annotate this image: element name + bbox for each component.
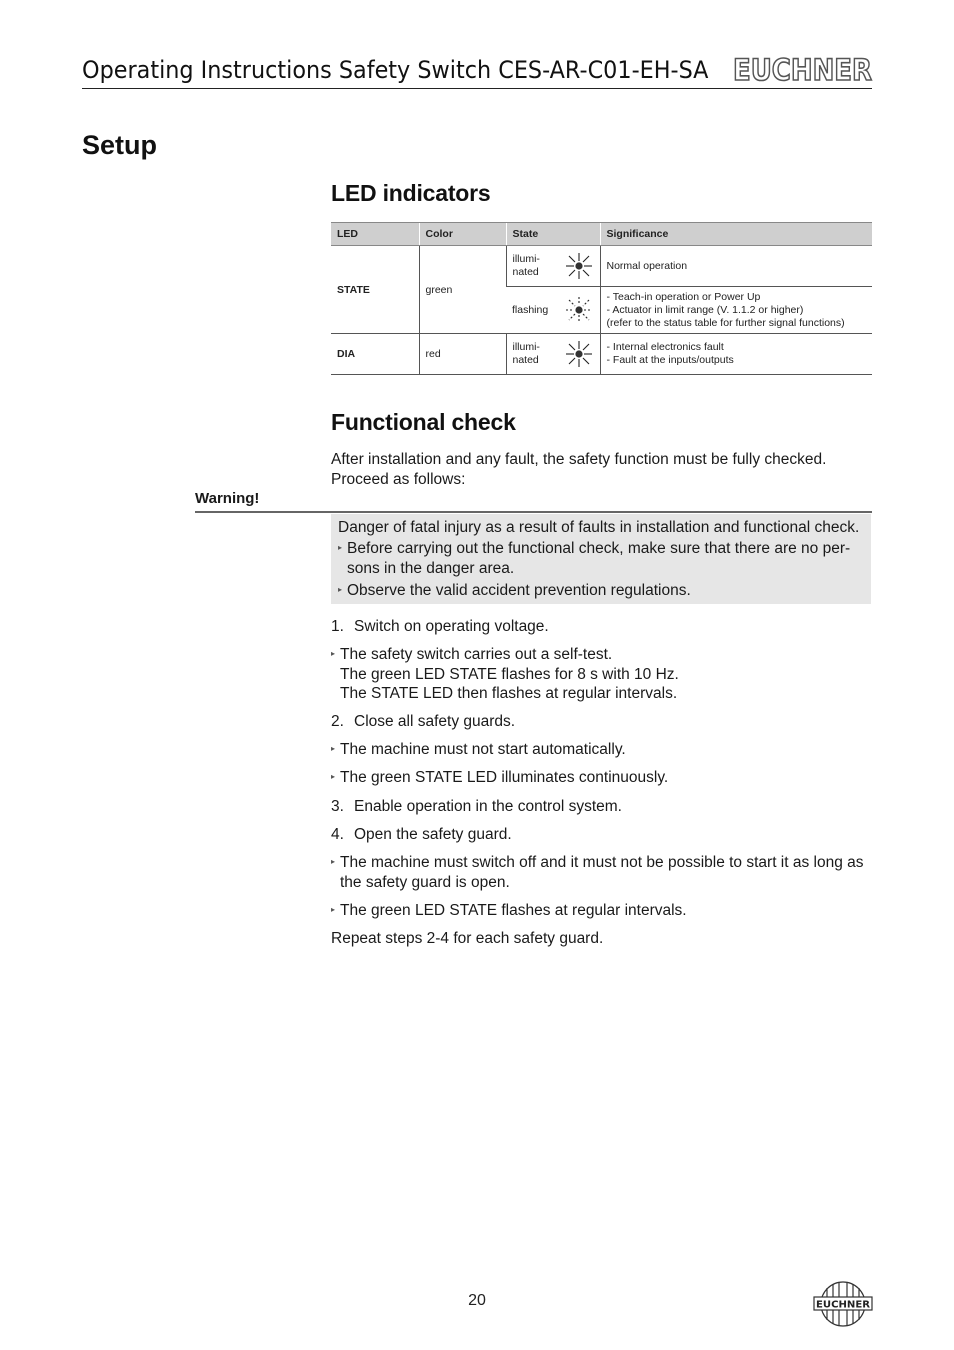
result-item: ▸ The machine must not start automatically. bbox=[331, 741, 626, 758]
step-item: 1. Switch on operating voltage. bbox=[331, 618, 549, 635]
result-marker-icon: ▸ bbox=[331, 857, 336, 867]
page-number: 20 bbox=[468, 1292, 486, 1309]
result-marker-icon: ▸ bbox=[331, 905, 336, 915]
warning-item: ▸ Observe the valid accident prevention regulations. bbox=[338, 582, 691, 599]
functional-check-intro: After installation and any fault, the safety function must be fully checked. Proceed as follows: bbox=[331, 451, 827, 488]
state-cell bbox=[506, 287, 600, 334]
warning-box bbox=[331, 514, 871, 604]
table-row bbox=[331, 246, 872, 287]
result-item: ▸ The green LED STATE flashes at regular intervals. bbox=[331, 902, 687, 919]
result-marker-icon: ▸ bbox=[331, 772, 336, 782]
bullet-marker-icon: ▸ bbox=[338, 543, 343, 553]
table-row bbox=[331, 334, 872, 375]
state-cell bbox=[506, 334, 600, 375]
led-indicator-table bbox=[331, 222, 872, 375]
header-divider bbox=[82, 88, 872, 89]
led-name-cell: DIA bbox=[331, 334, 419, 375]
section-title: Setup bbox=[82, 130, 158, 160]
result-marker-icon: ▸ bbox=[331, 744, 336, 754]
column-header: Color bbox=[419, 223, 506, 246]
significance-cell: Normal operation bbox=[600, 246, 872, 287]
led-flashing-icon bbox=[564, 295, 594, 325]
significance-cell: - Internal electronics fault - Fault at the inputs/outputs bbox=[600, 334, 872, 375]
state-cell bbox=[506, 246, 600, 287]
warning-item: ▸ Before carrying out the functional check, make sure that there are no per- sons in the danger area. bbox=[338, 540, 851, 577]
led-illuminated-icon bbox=[564, 339, 594, 369]
badge-logo-text: EUCHNER bbox=[816, 1299, 871, 1311]
led-indicators-heading: LED indicators bbox=[331, 180, 491, 206]
led-illuminated-icon bbox=[564, 251, 594, 281]
closing-note: Repeat steps 2-4 for each safety guard. bbox=[331, 930, 604, 947]
euchner-logo-text: EUCHNER bbox=[733, 53, 872, 84]
significance-cell: - Teach-in operation or Power Up - Actuator in limit range (V. 1.1.2 or higher) (refer to the status table for further signal functions) bbox=[600, 287, 872, 334]
led-color-cell: green bbox=[419, 246, 506, 334]
result-item: ▸ The machine must switch off and it must not be possible to start it as long as the safety guard is open. bbox=[331, 854, 864, 891]
state-label: illumi- nated bbox=[512, 341, 540, 366]
result-marker-icon: ▸ bbox=[331, 649, 336, 659]
warning-label: Warning! bbox=[195, 490, 260, 507]
step-item: 4. Open the safety guard. bbox=[331, 826, 512, 843]
result-item: ▸ The safety switch carries out a self-test. The green LED STATE flashes for 8 s with 10 Hz. The STATE LED then flashes at regular intervals. bbox=[331, 646, 679, 703]
result-item: ▸ The green STATE LED illuminates continuously. bbox=[331, 769, 669, 786]
bullet-marker-icon: ▸ bbox=[338, 585, 343, 595]
document-title: Operating Instructions Safety Switch CES-AR-C01-EH-SA bbox=[82, 56, 709, 84]
warning-divider bbox=[195, 511, 872, 513]
warning-text: Danger of fatal injury as a result of faults in installation and functional check. bbox=[338, 519, 860, 536]
step-item: 2. Close all safety guards. bbox=[331, 713, 516, 730]
led-color-cell: red bbox=[419, 334, 506, 375]
table-header-row bbox=[331, 223, 872, 246]
column-header: Significance bbox=[600, 223, 872, 246]
step-item: 3. Enable operation in the control system. bbox=[331, 798, 622, 815]
euchner-logo bbox=[732, 52, 873, 84]
column-header: LED bbox=[331, 223, 419, 246]
functional-check-heading: Functional check bbox=[331, 409, 516, 435]
led-name-cell: STATE bbox=[331, 246, 419, 334]
state-label: illumi- nated bbox=[512, 253, 540, 278]
column-header: State bbox=[506, 223, 600, 246]
state-label: flashing bbox=[512, 303, 549, 316]
euchner-badge-logo bbox=[813, 1280, 873, 1328]
